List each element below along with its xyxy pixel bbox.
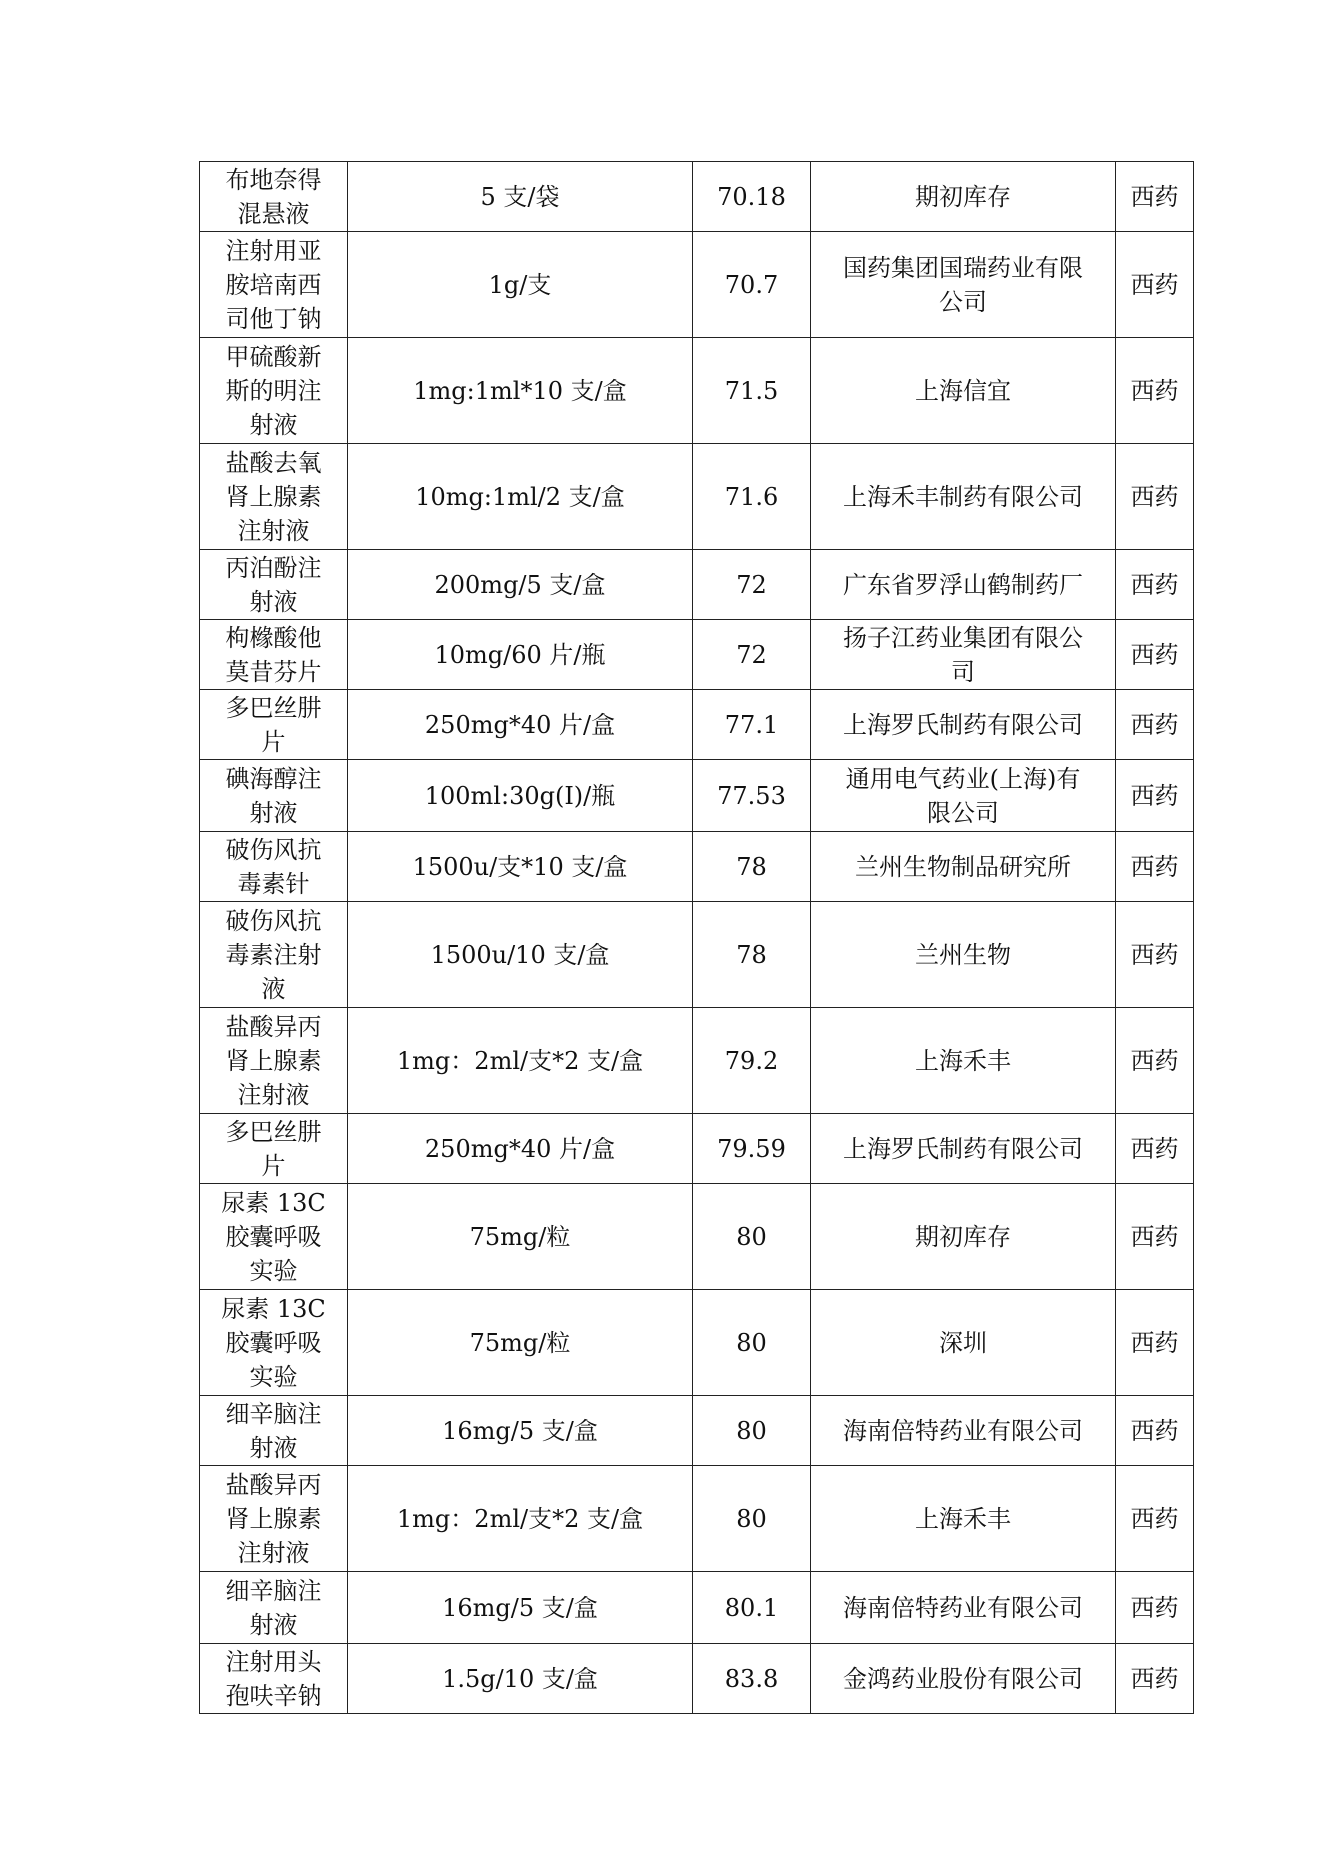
manufacturer-cell: 上海禾丰: [811, 1466, 1116, 1572]
drug-name-cell: 盐酸异丙 肾上腺素 注射液: [200, 1466, 348, 1572]
price-cell: 70.18: [693, 162, 811, 232]
category-cell: 西药: [1116, 1466, 1194, 1572]
category-cell: 西药: [1116, 1572, 1194, 1644]
category-cell: 西药: [1116, 1008, 1194, 1114]
category-cell: 西药: [1116, 550, 1194, 620]
category-cell: 西药: [1116, 162, 1194, 232]
manufacturer-cell: 深圳: [811, 1290, 1116, 1396]
category-cell: 西药: [1116, 444, 1194, 550]
drug-name-cell: 细辛脑注 射液: [200, 1396, 348, 1466]
price-cell: 80.1: [693, 1572, 811, 1644]
price-cell: 71.6: [693, 444, 811, 550]
manufacturer-cell: 扬子江药业集团有限公 司: [811, 620, 1116, 690]
table-row: [200, 1114, 1194, 1184]
drug-name-cell: 丙泊酚注 射液: [200, 550, 348, 620]
specification-cell: 1500u/支*10 支/盒: [348, 832, 693, 902]
category-cell: 西药: [1116, 690, 1194, 760]
drug-name-cell: 注射用头 孢呋辛钠: [200, 1644, 348, 1714]
drug-name-cell: 多巴丝肼 片: [200, 1114, 348, 1184]
category-cell: 西药: [1116, 1290, 1194, 1396]
drug-name-cell: 碘海醇注 射液: [200, 760, 348, 832]
drug-name-cell: 细辛脑注 射液: [200, 1572, 348, 1644]
specification-cell: 1mg：2ml/支*2 支/盒: [348, 1008, 693, 1114]
manufacturer-cell: 国药集团国瑞药业有限 公司: [811, 232, 1116, 338]
table-row: [200, 1644, 1194, 1714]
category-cell: 西药: [1116, 1644, 1194, 1714]
specification-cell: 1g/支: [348, 232, 693, 338]
drug-name-cell: 破伤风抗 毒素注射 液: [200, 902, 348, 1008]
specification-cell: 75mg/粒: [348, 1184, 693, 1290]
drug-name-cell: 甲硫酸新 斯的明注 射液: [200, 338, 348, 444]
price-cell: 78: [693, 832, 811, 902]
specification-cell: 1mg:1ml*10 支/盒: [348, 338, 693, 444]
price-cell: 79.2: [693, 1008, 811, 1114]
price-cell: 80: [693, 1396, 811, 1466]
manufacturer-cell: 上海罗氏制药有限公司: [811, 1114, 1116, 1184]
specification-cell: 250mg*40 片/盒: [348, 1114, 693, 1184]
specification-cell: 200mg/5 支/盒: [348, 550, 693, 620]
specification-cell: 250mg*40 片/盒: [348, 690, 693, 760]
drug-name-cell: 尿素 13C 胶囊呼吸 实验: [200, 1184, 348, 1290]
manufacturer-cell: 上海禾丰: [811, 1008, 1116, 1114]
table-row: [200, 690, 1194, 760]
manufacturer-cell: 广东省罗浮山鹤制药厂: [811, 550, 1116, 620]
specification-cell: 10mg:1ml/2 支/盒: [348, 444, 693, 550]
price-cell: 72: [693, 550, 811, 620]
drug-price-table: [199, 161, 1194, 1714]
drug-name-cell: 注射用亚 胺培南西 司他丁钠: [200, 232, 348, 338]
table-row: [200, 620, 1194, 690]
drug-name-cell: 破伤风抗 毒素针: [200, 832, 348, 902]
drug-name-cell: 尿素 13C 胶囊呼吸 实验: [200, 1290, 348, 1396]
table-row: [200, 162, 1194, 232]
specification-cell: 16mg/5 支/盒: [348, 1396, 693, 1466]
category-cell: 西药: [1116, 1184, 1194, 1290]
price-cell: 70.7: [693, 232, 811, 338]
price-cell: 80: [693, 1466, 811, 1572]
table-row: [200, 1466, 1194, 1572]
drug-name-cell: 枸橼酸他 莫昔芬片: [200, 620, 348, 690]
category-cell: 西药: [1116, 832, 1194, 902]
table-row: [200, 1008, 1194, 1114]
manufacturer-cell: 期初库存: [811, 162, 1116, 232]
specification-cell: 1500u/10 支/盒: [348, 902, 693, 1008]
table-row: [200, 1290, 1194, 1396]
category-cell: 西药: [1116, 620, 1194, 690]
manufacturer-cell: 金鸿药业股份有限公司: [811, 1644, 1116, 1714]
table-row: [200, 760, 1194, 832]
specification-cell: 1mg：2ml/支*2 支/盒: [348, 1466, 693, 1572]
price-cell: 80: [693, 1290, 811, 1396]
table-row: [200, 1396, 1194, 1466]
drug-name-cell: 盐酸去氧 肾上腺素 注射液: [200, 444, 348, 550]
manufacturer-cell: 上海信宜: [811, 338, 1116, 444]
manufacturer-cell: 上海罗氏制药有限公司: [811, 690, 1116, 760]
specification-cell: 10mg/60 片/瓶: [348, 620, 693, 690]
manufacturer-cell: 海南倍特药业有限公司: [811, 1396, 1116, 1466]
price-cell: 78: [693, 902, 811, 1008]
category-cell: 西药: [1116, 760, 1194, 832]
specification-cell: 5 支/袋: [348, 162, 693, 232]
manufacturer-cell: 上海禾丰制药有限公司: [811, 444, 1116, 550]
price-cell: 77.1: [693, 690, 811, 760]
category-cell: 西药: [1116, 1396, 1194, 1466]
price-cell: 83.8: [693, 1644, 811, 1714]
table-row: [200, 338, 1194, 444]
table-row: [200, 832, 1194, 902]
specification-cell: 16mg/5 支/盒: [348, 1572, 693, 1644]
manufacturer-cell: 兰州生物制品研究所: [811, 832, 1116, 902]
table-row: [200, 1184, 1194, 1290]
table-body: [200, 162, 1194, 1714]
specification-cell: 75mg/粒: [348, 1290, 693, 1396]
table-row: [200, 1572, 1194, 1644]
price-cell: 80: [693, 1184, 811, 1290]
category-cell: 西药: [1116, 1114, 1194, 1184]
table-row: [200, 550, 1194, 620]
table-row: [200, 902, 1194, 1008]
specification-cell: 100ml:30g(I)/瓶: [348, 760, 693, 832]
price-cell: 77.53: [693, 760, 811, 832]
manufacturer-cell: 期初库存: [811, 1184, 1116, 1290]
drug-name-cell: 布地奈得 混悬液: [200, 162, 348, 232]
drug-name-cell: 盐酸异丙 肾上腺素 注射液: [200, 1008, 348, 1114]
specification-cell: 1.5g/10 支/盒: [348, 1644, 693, 1714]
table-row: [200, 232, 1194, 338]
manufacturer-cell: 海南倍特药业有限公司: [811, 1572, 1116, 1644]
price-cell: 71.5: [693, 338, 811, 444]
category-cell: 西药: [1116, 902, 1194, 1008]
category-cell: 西药: [1116, 338, 1194, 444]
drug-name-cell: 多巴丝肼 片: [200, 690, 348, 760]
price-cell: 72: [693, 620, 811, 690]
manufacturer-cell: 通用电气药业(上海)有 限公司: [811, 760, 1116, 832]
table-row: [200, 444, 1194, 550]
manufacturer-cell: 兰州生物: [811, 902, 1116, 1008]
price-cell: 79.59: [693, 1114, 811, 1184]
category-cell: 西药: [1116, 232, 1194, 338]
